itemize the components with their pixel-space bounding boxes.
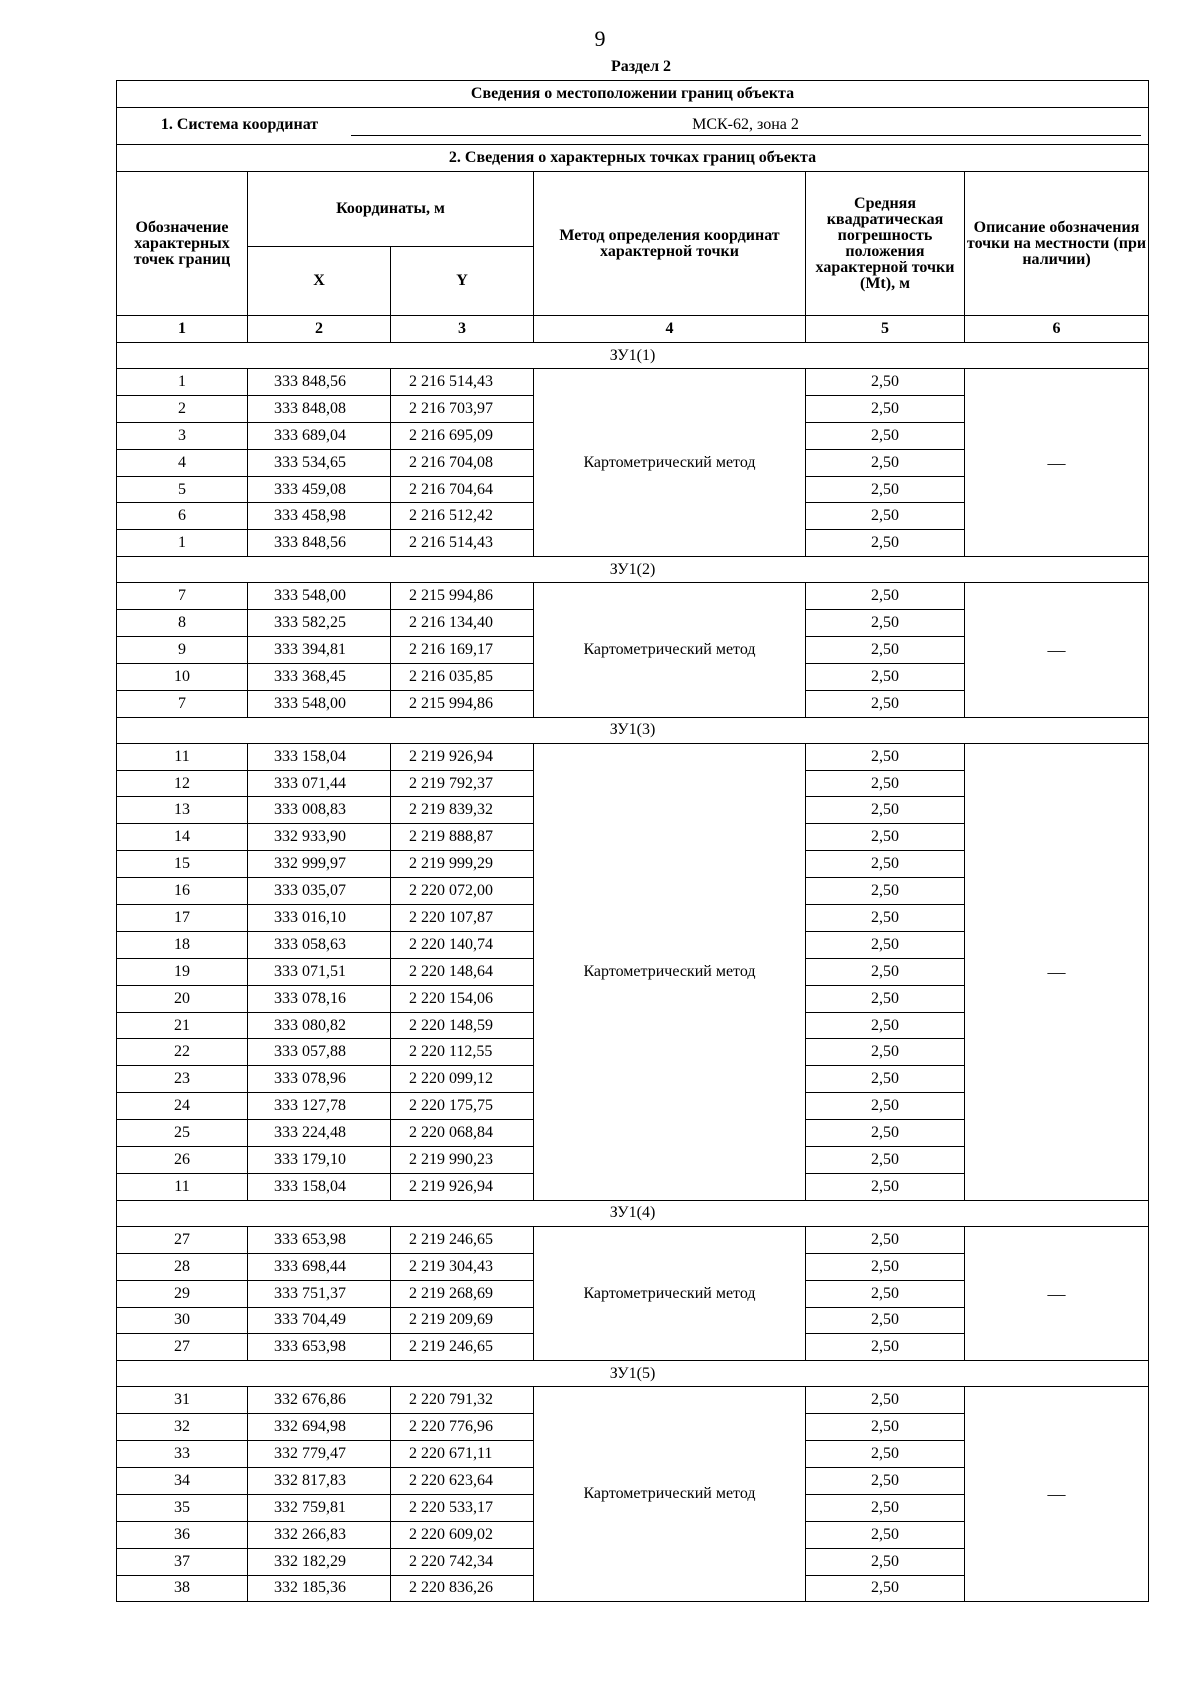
- coordinate-x: 332 266,83: [248, 1521, 391, 1548]
- header-y: Y: [391, 247, 534, 316]
- coordinate-x: 333 058,63: [248, 931, 391, 958]
- method-cell: Картометрический метод: [534, 1387, 806, 1602]
- coordinate-x: 333 078,16: [248, 985, 391, 1012]
- coordinate-x: 332 933,90: [248, 824, 391, 851]
- coordinate-x: 332 185,36: [248, 1575, 391, 1602]
- error-value: 2,50: [806, 1494, 965, 1521]
- method-cell: Картометрический метод: [534, 583, 806, 717]
- point-number: 1: [117, 530, 248, 557]
- error-value: 2,50: [806, 1066, 965, 1093]
- coordinate-x: 333 035,07: [248, 878, 391, 905]
- error-value: 2,50: [806, 770, 965, 797]
- coordinate-x: 333 080,82: [248, 1012, 391, 1039]
- coordinate-x: 333 394,81: [248, 637, 391, 664]
- group-label: ЗУ1(5): [117, 1361, 1149, 1387]
- point-number: 27: [117, 1334, 248, 1361]
- coordinate-y: 2 220 671,11: [391, 1441, 534, 1468]
- error-value: 2,50: [806, 449, 965, 476]
- coordinate-y: 2 216 134,40: [391, 610, 534, 637]
- error-value: 2,50: [806, 530, 965, 557]
- error-value: 2,50: [806, 878, 965, 905]
- coordinate-x: 333 459,08: [248, 476, 391, 503]
- point-number: 27: [117, 1226, 248, 1253]
- coordinate-x: 332 694,98: [248, 1414, 391, 1441]
- error-value: 2,50: [806, 503, 965, 530]
- description-cell: —: [965, 743, 1149, 1200]
- coordinate-y: 2 219 792,37: [391, 770, 534, 797]
- column-number: 2: [248, 316, 391, 343]
- coordinate-system-label: 1. Система координат: [160, 115, 319, 133]
- coordinate-x: 333 848,56: [248, 369, 391, 396]
- coordinate-y: 2 220 776,96: [391, 1414, 534, 1441]
- method-cell: Картометрический метод: [534, 369, 806, 557]
- column-number: 5: [806, 316, 965, 343]
- point-number: 33: [117, 1441, 248, 1468]
- coordinate-y: 2 220 175,75: [391, 1093, 534, 1120]
- description-cell: —: [965, 369, 1149, 557]
- section-title: Раздел 2: [610, 58, 672, 75]
- coordinate-x: 333 458,98: [248, 503, 391, 530]
- table-title: Сведения о местоположении границ объекта: [117, 81, 1149, 108]
- group-label: ЗУ1(2): [117, 557, 1149, 583]
- error-value: 2,50: [806, 851, 965, 878]
- header-coordinates: Координаты, м: [248, 172, 534, 247]
- coordinate-y: 2 219 304,43: [391, 1253, 534, 1280]
- table-row: [117, 369, 1149, 396]
- coordinate-x: 333 653,98: [248, 1226, 391, 1253]
- error-value: 2,50: [806, 1548, 965, 1575]
- coordinate-x: 332 999,97: [248, 851, 391, 878]
- error-value: 2,50: [806, 1173, 965, 1200]
- point-number: 15: [117, 851, 248, 878]
- error-value: 2,50: [806, 583, 965, 610]
- coordinate-y: 2 215 994,86: [391, 583, 534, 610]
- column-number: 6: [965, 316, 1149, 343]
- point-number: 37: [117, 1548, 248, 1575]
- coordinate-y: 2 215 994,86: [391, 690, 534, 717]
- error-value: 2,50: [806, 690, 965, 717]
- error-value: 2,50: [806, 395, 965, 422]
- error-value: 2,50: [806, 1414, 965, 1441]
- method-cell: Картометрический метод: [534, 743, 806, 1200]
- error-value: 2,50: [806, 1575, 965, 1602]
- point-number: 19: [117, 958, 248, 985]
- coordinate-y: 2 216 695,09: [391, 422, 534, 449]
- coordinate-y: 2 220 112,55: [391, 1039, 534, 1066]
- coordinate-y: 2 216 704,64: [391, 476, 534, 503]
- description-cell: —: [965, 1226, 1149, 1360]
- error-value: 2,50: [806, 369, 965, 396]
- point-number: 23: [117, 1066, 248, 1093]
- error-value: 2,50: [806, 1307, 965, 1334]
- point-number: 7: [117, 690, 248, 717]
- point-number: 24: [117, 1093, 248, 1120]
- error-value: 2,50: [806, 824, 965, 851]
- error-value: 2,50: [806, 1253, 965, 1280]
- point-number: 13: [117, 797, 248, 824]
- point-number: 28: [117, 1253, 248, 1280]
- coordinate-x: 333 548,00: [248, 690, 391, 717]
- table-row: [117, 583, 1149, 610]
- table-row: [117, 1226, 1149, 1253]
- coordinate-y: 2 219 990,23: [391, 1147, 534, 1174]
- coordinate-y: 2 220 099,12: [391, 1066, 534, 1093]
- coordinate-y: 2 220 742,34: [391, 1548, 534, 1575]
- error-value: 2,50: [806, 1093, 965, 1120]
- coordinate-x: 333 127,78: [248, 1093, 391, 1120]
- coordinate-x: 332 817,83: [248, 1467, 391, 1494]
- coordinate-x: 333 653,98: [248, 1334, 391, 1361]
- point-number: 5: [117, 476, 248, 503]
- point-number: 11: [117, 743, 248, 770]
- coordinate-y: 2 220 836,26: [391, 1575, 534, 1602]
- error-value: 2,50: [806, 1039, 965, 1066]
- coordinate-x: 333 751,37: [248, 1280, 391, 1307]
- error-value: 2,50: [806, 1387, 965, 1414]
- coordinate-y: 2 220 140,74: [391, 931, 534, 958]
- point-number: 9: [117, 637, 248, 664]
- error-value: 2,50: [806, 1120, 965, 1147]
- coordinate-x: 333 848,56: [248, 530, 391, 557]
- coordinate-y: 2 219 268,69: [391, 1280, 534, 1307]
- coordinate-y: 2 219 888,87: [391, 824, 534, 851]
- point-number: 31: [117, 1387, 248, 1414]
- error-value: 2,50: [806, 797, 965, 824]
- coordinate-y: 2 216 703,97: [391, 395, 534, 422]
- boundary-points-table: [116, 80, 1149, 1602]
- coordinate-y: 2 219 839,32: [391, 797, 534, 824]
- point-number: 8: [117, 610, 248, 637]
- point-number: 1: [117, 369, 248, 396]
- coordinate-y: 2 216 035,85: [391, 663, 534, 690]
- error-value: 2,50: [806, 637, 965, 664]
- column-number: 3: [391, 316, 534, 343]
- table-row: [117, 743, 1149, 770]
- error-value: 2,50: [806, 1521, 965, 1548]
- coordinate-x: 333 698,44: [248, 1253, 391, 1280]
- coordinate-x: 332 676,86: [248, 1387, 391, 1414]
- coordinate-x: 333 582,25: [248, 610, 391, 637]
- error-value: 2,50: [806, 422, 965, 449]
- point-number: 14: [117, 824, 248, 851]
- point-number: 21: [117, 1012, 248, 1039]
- method-cell: Картометрический метод: [534, 1226, 806, 1360]
- column-number: 4: [534, 316, 806, 343]
- coordinate-x: 333 071,51: [248, 958, 391, 985]
- coordinate-x: 333 057,88: [248, 1039, 391, 1066]
- point-number: 34: [117, 1467, 248, 1494]
- error-value: 2,50: [806, 1441, 965, 1468]
- coordinate-y: 2 216 514,43: [391, 369, 534, 396]
- point-number: 11: [117, 1173, 248, 1200]
- point-number: 4: [117, 449, 248, 476]
- point-number: 3: [117, 422, 248, 449]
- error-value: 2,50: [806, 743, 965, 770]
- point-number: 6: [117, 503, 248, 530]
- coordinate-y: 2 220 609,02: [391, 1521, 534, 1548]
- description-cell: —: [965, 583, 1149, 717]
- error-value: 2,50: [806, 476, 965, 503]
- coordinate-x: 333 078,96: [248, 1066, 391, 1093]
- error-value: 2,50: [806, 905, 965, 932]
- coordinate-y: 2 219 246,65: [391, 1226, 534, 1253]
- point-number: 17: [117, 905, 248, 932]
- point-number: 26: [117, 1147, 248, 1174]
- coordinate-y: 2 216 514,43: [391, 530, 534, 557]
- error-value: 2,50: [806, 1012, 965, 1039]
- coordinate-y: 2 220 623,64: [391, 1467, 534, 1494]
- coordinate-x: 333 224,48: [248, 1120, 391, 1147]
- point-number: 29: [117, 1280, 248, 1307]
- coordinate-x: 333 848,08: [248, 395, 391, 422]
- point-number: 12: [117, 770, 248, 797]
- coordinate-x: 333 704,49: [248, 1307, 391, 1334]
- coordinate-y: 2 220 148,59: [391, 1012, 534, 1039]
- group-label: ЗУ1(1): [117, 343, 1149, 369]
- error-value: 2,50: [806, 1226, 965, 1253]
- error-value: 2,50: [806, 1334, 965, 1361]
- error-value: 2,50: [806, 1280, 965, 1307]
- header-method: Метод определения координат характерной точки: [534, 172, 806, 316]
- point-number: 32: [117, 1414, 248, 1441]
- coordinate-y: 2 220 107,87: [391, 905, 534, 932]
- coordinate-x: 333 179,10: [248, 1147, 391, 1174]
- coordinate-x: 333 548,00: [248, 583, 391, 610]
- error-value: 2,50: [806, 985, 965, 1012]
- coordinate-x: 333 158,04: [248, 1173, 391, 1200]
- header-description: Описание обозначения точки на местности (при наличии): [965, 172, 1149, 316]
- coordinate-x: 333 689,04: [248, 422, 391, 449]
- description-cell: —: [965, 1387, 1149, 1602]
- point-number: 36: [117, 1521, 248, 1548]
- error-value: 2,50: [806, 931, 965, 958]
- table-row: [117, 1387, 1149, 1414]
- group-label: ЗУ1(4): [117, 1200, 1149, 1226]
- column-number: 1: [117, 316, 248, 343]
- error-value: 2,50: [806, 958, 965, 985]
- coordinate-y: 2 219 926,94: [391, 743, 534, 770]
- coordinate-y: 2 219 999,29: [391, 851, 534, 878]
- coordinate-x: 333 158,04: [248, 743, 391, 770]
- header-x: X: [248, 247, 391, 316]
- error-value: 2,50: [806, 1467, 965, 1494]
- coordinate-y: 2 220 072,00: [391, 878, 534, 905]
- header-error: Средняя квадратическая погрешность положения характерной точки (Mt), м: [806, 172, 965, 316]
- coordinate-x: 332 759,81: [248, 1494, 391, 1521]
- coordinate-y: 2 216 704,08: [391, 449, 534, 476]
- coordinate-system-value: МСК-62, зона 2: [351, 117, 1141, 136]
- point-number: 7: [117, 583, 248, 610]
- point-number: 35: [117, 1494, 248, 1521]
- error-value: 2,50: [806, 610, 965, 637]
- point-number: 30: [117, 1307, 248, 1334]
- coordinate-y: 2 219 209,69: [391, 1307, 534, 1334]
- point-number: 22: [117, 1039, 248, 1066]
- coordinate-system-row: [117, 108, 1149, 145]
- coordinate-y: 2 219 246,65: [391, 1334, 534, 1361]
- coordinate-y: 2 216 512,42: [391, 503, 534, 530]
- coordinate-y: 2 220 148,64: [391, 958, 534, 985]
- point-number: 18: [117, 931, 248, 958]
- coordinate-y: 2 220 791,32: [391, 1387, 534, 1414]
- coordinate-y: 2 220 533,17: [391, 1494, 534, 1521]
- coordinate-y: 2 219 926,94: [391, 1173, 534, 1200]
- coordinate-x: 333 016,10: [248, 905, 391, 932]
- coordinate-y: 2 220 068,84: [391, 1120, 534, 1147]
- coordinate-x: 333 534,65: [248, 449, 391, 476]
- coordinate-x: 333 071,44: [248, 770, 391, 797]
- point-number: 10: [117, 663, 248, 690]
- point-number: 16: [117, 878, 248, 905]
- group-label: ЗУ1(3): [117, 717, 1149, 743]
- point-number: 38: [117, 1575, 248, 1602]
- coordinate-x: 333 368,45: [248, 663, 391, 690]
- coordinate-y: 2 216 169,17: [391, 637, 534, 664]
- coordinate-x: 333 008,83: [248, 797, 391, 824]
- coordinate-y: 2 220 154,06: [391, 985, 534, 1012]
- error-value: 2,50: [806, 663, 965, 690]
- coordinate-x: 332 779,47: [248, 1441, 391, 1468]
- coordinate-x: 332 182,29: [248, 1548, 391, 1575]
- page-number: 9: [594, 26, 606, 51]
- header-point: Обозначение характерных точек границ: [117, 172, 248, 316]
- point-number: 2: [117, 395, 248, 422]
- point-number: 20: [117, 985, 248, 1012]
- point-number: 25: [117, 1120, 248, 1147]
- points-subtitle: 2. Сведения о характерных точках границ объекта: [117, 145, 1149, 172]
- error-value: 2,50: [806, 1147, 965, 1174]
